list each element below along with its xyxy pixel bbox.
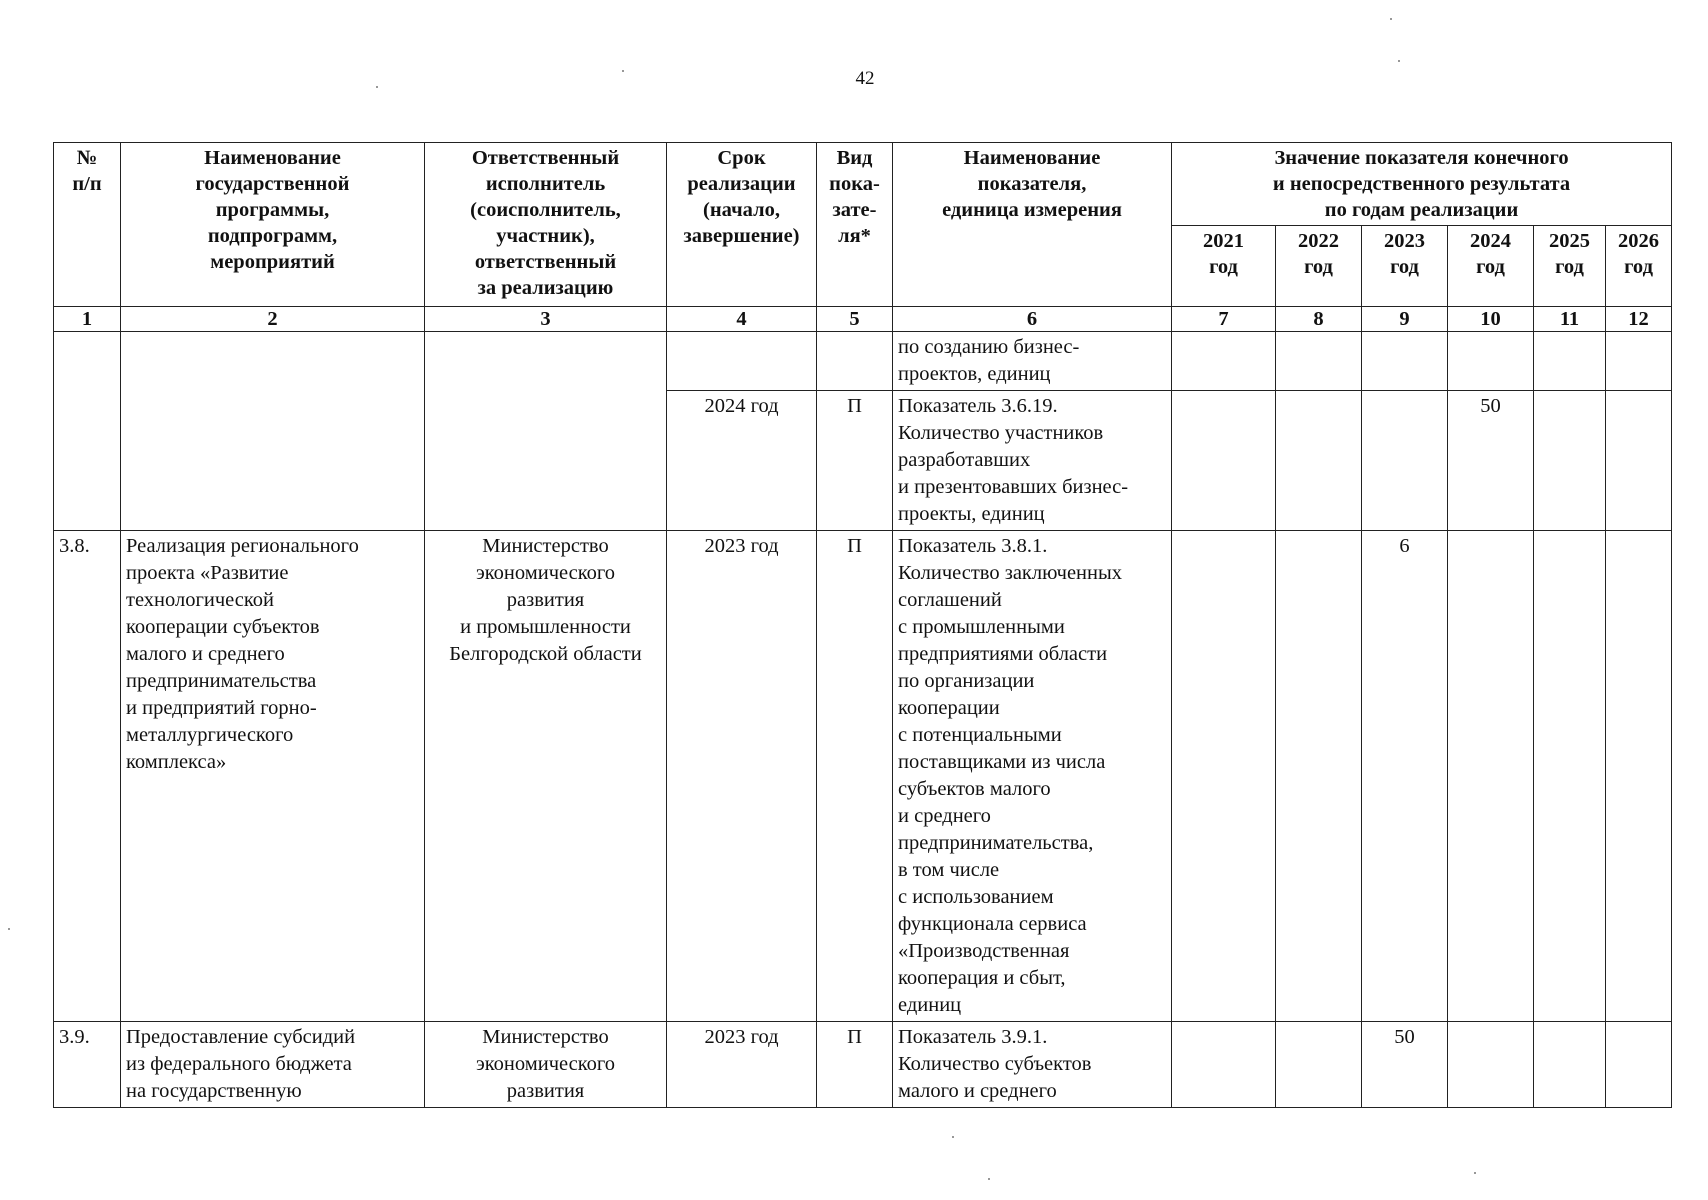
row-indicator-type: П bbox=[817, 1022, 893, 1108]
row-indicator-name: Показатель 3.9.1. Количество субъектов малого и среднего bbox=[893, 1022, 1172, 1108]
row-value-2024 bbox=[1448, 332, 1534, 391]
header-program-name: Наименование государственной программы, подпрограмм, мероприятий bbox=[121, 143, 425, 307]
row-program-name bbox=[121, 332, 425, 531]
header-period: Срок реализации (начало, завершение) bbox=[667, 143, 817, 307]
row-value-2021 bbox=[1172, 391, 1276, 531]
row-number: 3.8. bbox=[54, 531, 121, 1022]
header-year-2025: 2025 год bbox=[1534, 226, 1606, 307]
scan-speck bbox=[1390, 18, 1392, 20]
row-program-name: Реализация регионального проекта «Развитие технологической кооперации субъектов малого и среднего предпринимательства и предприятий горно- металлургического комплекса» bbox=[121, 531, 425, 1022]
table-row bbox=[54, 332, 1672, 391]
scan-speck bbox=[988, 1178, 990, 1180]
row-value-2021 bbox=[1172, 332, 1276, 391]
row-value-2023 bbox=[1362, 391, 1448, 531]
scan-speck bbox=[622, 70, 624, 72]
row-responsible bbox=[425, 332, 667, 531]
header-indicator-type: Вид пока- зате- ля* bbox=[817, 143, 893, 307]
row-value-2022 bbox=[1276, 1022, 1362, 1108]
row-indicator-name: Показатель 3.6.19. Количество участников разработавших и презентовавших бизнес- проекты, единиц bbox=[893, 391, 1172, 531]
table-row bbox=[54, 1022, 1672, 1108]
row-value-2024: 50 bbox=[1448, 391, 1534, 531]
row-indicator-name: по созданию бизнес- проектов, единиц bbox=[893, 332, 1172, 391]
row-number bbox=[54, 332, 121, 531]
row-indicator-type: П bbox=[817, 391, 893, 531]
row-period: 2023 год bbox=[667, 531, 817, 1022]
header-values-group: Значение показателя конечного и непосредственного результата по годам реализации bbox=[1172, 143, 1672, 226]
row-indicator-name: Показатель 3.8.1. Количество заключенных соглашений с промышленными предприятиями области по организации кооперации с потенциальными поставщиками из числа субъектов малого и среднего предпринимательства, в том числе с использованием функционала сервиса «Производственная кооперация и сбыт, единиц bbox=[893, 531, 1172, 1022]
scan-speck bbox=[376, 86, 378, 88]
row-value-2022 bbox=[1276, 332, 1362, 391]
scan-speck bbox=[952, 1136, 954, 1138]
row-value-2022 bbox=[1276, 531, 1362, 1022]
row-value-2026 bbox=[1606, 391, 1672, 531]
row-value-2024 bbox=[1448, 531, 1534, 1022]
column-number-12: 12 bbox=[1606, 307, 1672, 332]
header-year-2023: 2023 год bbox=[1362, 226, 1448, 307]
row-value-2022 bbox=[1276, 391, 1362, 531]
row-value-2024 bbox=[1448, 1022, 1534, 1108]
header-year-2024: 2024 год bbox=[1448, 226, 1534, 307]
row-period: 2024 год bbox=[667, 391, 817, 531]
column-number-7: 7 bbox=[1172, 307, 1276, 332]
row-period: 2023 год bbox=[667, 1022, 817, 1108]
row-responsible: Министерство экономического развития и промышленности Белгородской области bbox=[425, 531, 667, 1022]
row-value-2025 bbox=[1534, 332, 1606, 391]
page-number: 42 bbox=[855, 68, 875, 89]
indicator-table bbox=[53, 142, 1672, 1108]
row-value-2021 bbox=[1172, 531, 1276, 1022]
column-number-8: 8 bbox=[1276, 307, 1362, 332]
row-value-2026 bbox=[1606, 1022, 1672, 1108]
row-value-2023 bbox=[1362, 332, 1448, 391]
row-period bbox=[667, 332, 817, 391]
column-number-3: 3 bbox=[425, 307, 667, 332]
row-number: 3.9. bbox=[54, 1022, 121, 1108]
header-year-2022: 2022 год bbox=[1276, 226, 1362, 307]
column-number-11: 11 bbox=[1534, 307, 1606, 332]
header-indicator-name: Наименование показателя, единица измерения bbox=[893, 143, 1172, 307]
column-number-9: 9 bbox=[1362, 307, 1448, 332]
row-value-2025 bbox=[1534, 1022, 1606, 1108]
header-year-2021: 2021 год bbox=[1172, 226, 1276, 307]
row-value-2025 bbox=[1534, 391, 1606, 531]
scan-speck bbox=[8, 928, 10, 930]
row-value-2021 bbox=[1172, 1022, 1276, 1108]
row-program-name: Предоставление субсидий из федерального бюджета на государственную bbox=[121, 1022, 425, 1108]
row-indicator-type: П bbox=[817, 531, 893, 1022]
row-value-2026 bbox=[1606, 531, 1672, 1022]
header-year-2026: 2026 год bbox=[1606, 226, 1672, 307]
row-value-2025 bbox=[1534, 531, 1606, 1022]
column-number-4: 4 bbox=[667, 307, 817, 332]
scan-speck bbox=[1398, 60, 1400, 62]
column-number-6: 6 bbox=[893, 307, 1172, 332]
column-number-10: 10 bbox=[1448, 307, 1534, 332]
row-value-2023: 50 bbox=[1362, 1022, 1448, 1108]
row-indicator-type bbox=[817, 332, 893, 391]
row-responsible: Министерство экономического развития bbox=[425, 1022, 667, 1108]
row-value-2026 bbox=[1606, 332, 1672, 391]
column-number-5: 5 bbox=[817, 307, 893, 332]
header-number: № п/п bbox=[54, 143, 121, 307]
table-row bbox=[54, 531, 1672, 1022]
header-responsible: Ответственный исполнитель (соисполнитель, участник), ответственный за реализацию bbox=[425, 143, 667, 307]
row-value-2023: 6 bbox=[1362, 531, 1448, 1022]
column-number-1: 1 bbox=[54, 307, 121, 332]
scan-speck bbox=[1474, 1172, 1476, 1174]
column-number-2: 2 bbox=[121, 307, 425, 332]
